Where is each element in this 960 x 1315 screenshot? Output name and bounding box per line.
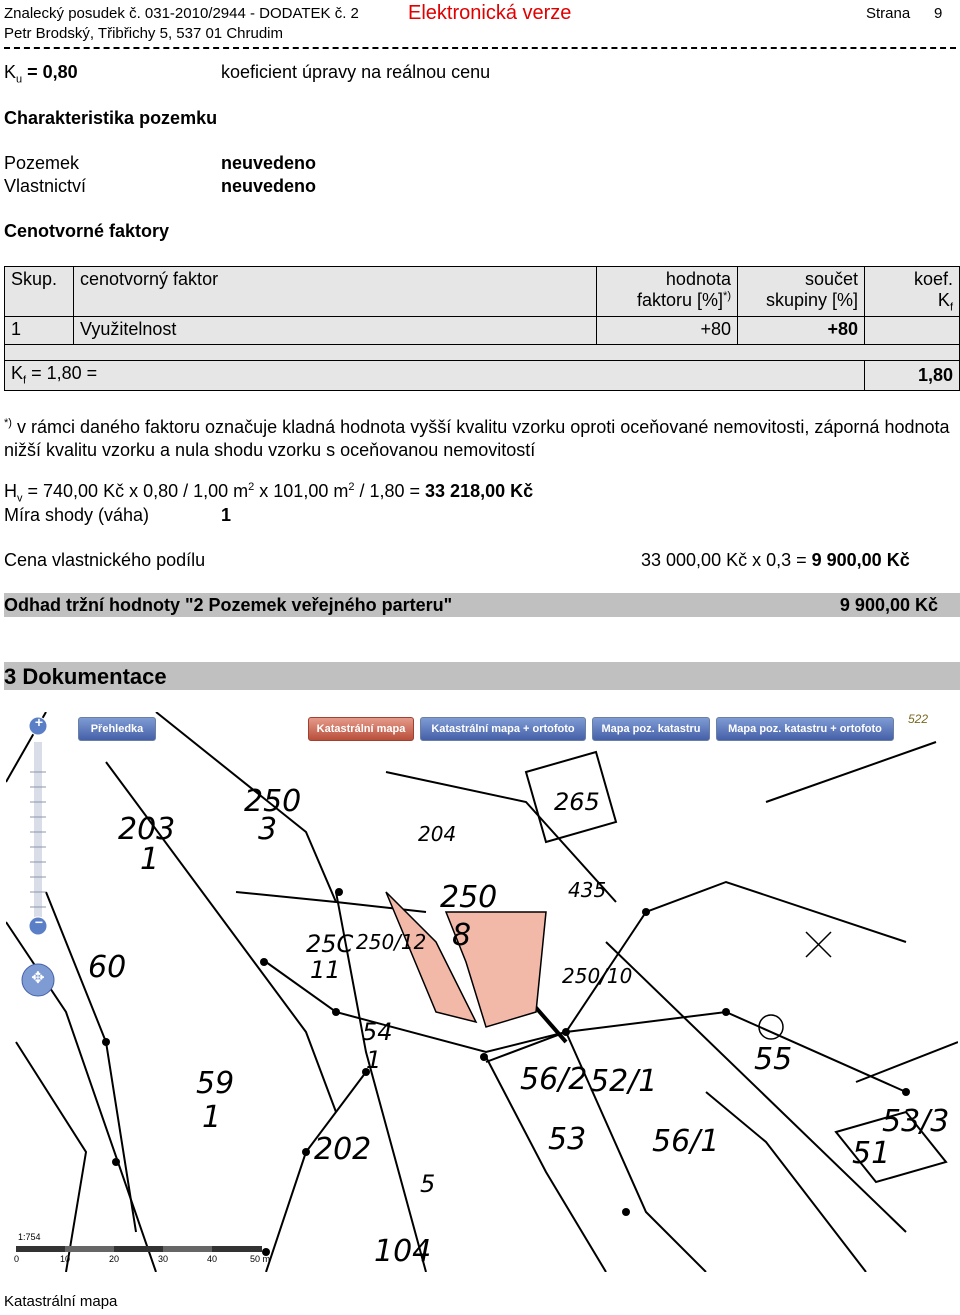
scale-tick: 0 [14, 1254, 20, 1264]
char-value-pozemek: neuvedeno [221, 153, 317, 173]
parcel-label: 435 [568, 878, 607, 902]
table-row [5, 316, 960, 344]
kf-row [5, 360, 960, 390]
parcel-label: 5 [420, 1170, 436, 1198]
estimate-value: 9 900,00 Kč [839, 595, 938, 615]
share-line [641, 550, 910, 571]
edition-label: Elektronická verze [408, 2, 572, 24]
parcel-label: 59 [196, 1066, 235, 1101]
char-label-pozemek: Pozemek [4, 153, 80, 173]
hv-symbol: H [4, 481, 17, 501]
parcel-label: 56/1 [652, 1124, 720, 1159]
section-bar [4, 662, 960, 690]
col-skup: Skup. [5, 267, 74, 317]
map-caption: Katastrální mapa [4, 1293, 118, 1310]
spacer-row [5, 344, 960, 360]
scale-tick: 30 [158, 1254, 169, 1264]
parcel-label: 56/2 [520, 1062, 588, 1097]
col-koef-line1: koef. [913, 269, 953, 289]
section-title: 3 Dokumentace [4, 664, 167, 689]
footnote [4, 412, 960, 462]
scale-tick: 50 m [250, 1254, 271, 1264]
parcel-label: 202 [314, 1132, 372, 1167]
ku-sub: u [16, 73, 23, 86]
col-faktor: cenotvorný faktor [74, 267, 597, 317]
col-soucet-line2: skupiny [%] [765, 290, 858, 310]
parcel-label: 250/10 [562, 964, 633, 988]
col-koef-sub: f [949, 301, 953, 314]
col-hodnota [597, 267, 738, 317]
scale-tick: 20 [109, 1254, 120, 1264]
parcel-label: 1 [140, 842, 160, 877]
page-label: Strana [866, 5, 911, 22]
parcel-label: 53/3 [882, 1104, 950, 1139]
cell-skup: 1 [5, 316, 74, 344]
map-button-katastralni-ortofoto[interactable]: Katastrální mapa + ortofoto [420, 717, 586, 741]
parcel-label: 265 [554, 788, 600, 816]
parcel-label: 3 [258, 812, 278, 847]
parcel-label: 51 [852, 1136, 891, 1171]
scale-label: 1:754 [18, 1232, 41, 1242]
kf-sub: f [23, 374, 27, 387]
ku-description: koeficient úpravy na reálnou cenu [221, 62, 491, 82]
footnote-text: v rámci daného faktoru označuje kladná hodnota vyšší kvalitu vzorku oproti oceňované nemovitosti, záporná hodnota nižší kvalitu vzorku a nula shodu vzorku s oceňovanou nemovitostí [4, 417, 950, 460]
ku-value: = 0,80 [22, 62, 78, 82]
weight-value: 1 [221, 505, 232, 525]
factors-title: Cenotvorné faktory [4, 221, 170, 241]
kf-expression: = 1,80 = [26, 363, 98, 384]
cell-soucet: +80 [738, 316, 865, 344]
parcel-label: 11 [310, 956, 341, 984]
author-line: Petr Brodský, Třibřichy 5, 537 01 Chrudim [4, 25, 284, 42]
hv-sub: v [17, 492, 23, 505]
zoom-in-icon[interactable]: + [34, 714, 44, 730]
pan-control-icon[interactable]: ✥ [31, 970, 45, 987]
footnote-mark: *) [4, 417, 12, 429]
parcel-label: 104 [374, 1234, 432, 1269]
col-soucet [738, 267, 865, 317]
col-soucet-line1: součet [804, 269, 858, 289]
parcel-label: 25C [306, 930, 354, 958]
hv-line [4, 481, 533, 505]
col-koef-line2: K [937, 290, 950, 310]
kf-symbol: K [11, 363, 24, 384]
share-label: Cena vlastnického podílu [4, 550, 206, 570]
hv-expr-2: x 101,00 m [254, 481, 349, 501]
doc-title: Znalecký posudek č. 031-2010/2944 - DODATEK č. 2 [4, 5, 359, 22]
col-hodnota-line1: hodnota [665, 269, 731, 289]
parcel-label: 250/12 [356, 930, 427, 954]
cell-koef [865, 316, 960, 344]
share-expression: 33 000,00 Kč x 0,3 = [641, 550, 812, 570]
map-button-mapa-poz-katastru[interactable]: Mapa poz. katastru [592, 717, 710, 741]
hv-sq-2: 2 [348, 481, 355, 493]
hv-expr-1: = 740,00 Kč x 0,80 / 1,00 m [22, 481, 249, 501]
cell-faktor: Využitelnost [74, 316, 597, 344]
parcel-label: 55 [754, 1042, 793, 1077]
spacer-cell [5, 344, 960, 360]
hv-result: 33 218,00 Kč [425, 481, 534, 501]
scale-tick: 10 [60, 1254, 71, 1264]
map-button-mapa-poz-ortofoto[interactable]: Mapa poz. katastru + ortofoto [716, 717, 894, 741]
map-linework [6, 712, 958, 1272]
char-label-vlastnictvi: Vlastnictví [4, 176, 87, 196]
char-value-vlastnictvi: neuvedeno [221, 176, 317, 196]
header-divider [4, 47, 956, 49]
parcel-label: 60 [88, 950, 127, 985]
share-result: 9 900,00 Kč [811, 550, 910, 570]
scale-tick: 40 [207, 1254, 218, 1264]
parcel-label: 54 [362, 1018, 393, 1046]
hv-sq-1: 2 [248, 481, 255, 493]
parcel-label: 250 [440, 880, 498, 915]
col-hodnota-line2: faktoru [%] [637, 290, 724, 310]
estimate-bar [4, 593, 960, 617]
parcel-label: 52/1 [590, 1064, 658, 1099]
page-number: 9 [934, 5, 943, 22]
parcel-label: 204 [418, 822, 457, 846]
characteristics-title: Charakteristika pozemku [4, 108, 218, 128]
parcel-label: 1 [202, 1100, 222, 1135]
kf-value: 1,80 [865, 360, 960, 390]
map-button-prehledka[interactable]: Přehledka [78, 717, 156, 741]
kf-label-cell [5, 360, 865, 390]
cadastral-map[interactable] [6, 712, 958, 1272]
weight-label: Míra shody (váha) [4, 505, 150, 525]
parcel-label: 1 [366, 1046, 382, 1074]
parcel-label: 53 [548, 1122, 587, 1157]
estimate-label: Odhad tržní hodnoty "2 Pozemek veřejného parteru" [4, 595, 453, 615]
map-button-katastralni-mapa[interactable]: Katastrální mapa [308, 717, 414, 741]
parcel-label: 522 [908, 712, 929, 726]
cell-hodnota: +80 [597, 316, 738, 344]
zoom-out-icon[interactable]: − [34, 914, 44, 930]
factors-table [4, 266, 960, 391]
parcel-label: 250 [244, 784, 302, 819]
factors-header-row [5, 267, 960, 317]
parcel-label: 8 [452, 918, 472, 953]
col-hodnota-sup: *) [723, 290, 731, 302]
hv-expr-3: / 1,80 = [354, 481, 426, 501]
ku-line [4, 62, 78, 86]
ku-symbol: K [4, 62, 17, 82]
parcel-label: 203 [118, 812, 176, 847]
col-koef [865, 267, 960, 317]
